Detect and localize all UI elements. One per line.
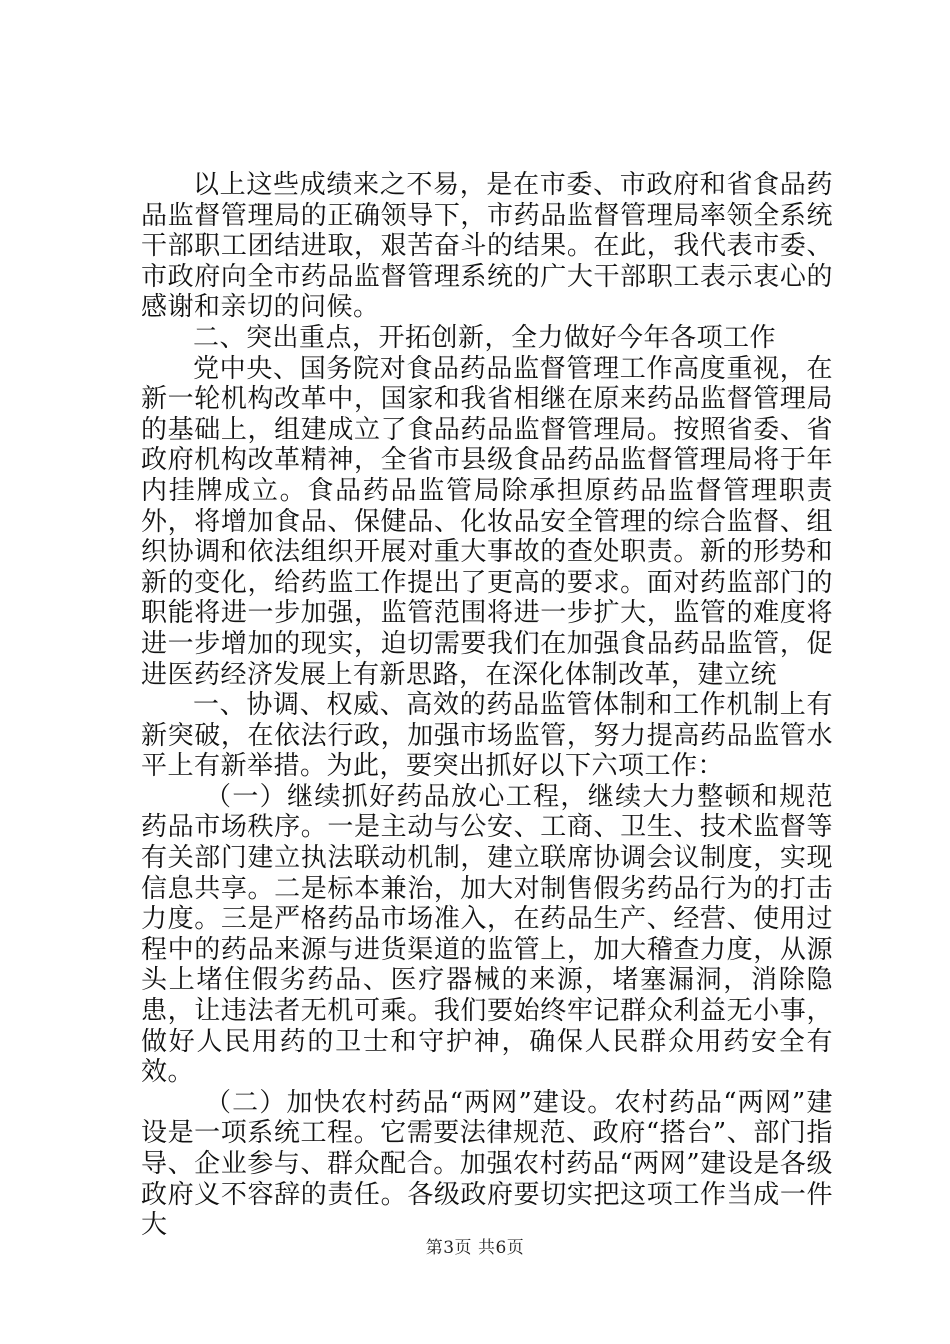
paragraph-item-one: （一）继续抓好药品放心工程，继续大力整顿和规范药品市场秩序。一是主动与公安、工商、卫生、技术监督等有关部门建立执法联动机制，建立联席协调会议制度，实现信息共享。二是标本兼治，加大对制售假劣药品行为的打击力度。三是严格药品市场准入，在药品生产、经营、使用过程中的药品来源与进货渠道的监管上，加大稽查力度，从源头上堵住假劣药品、医疗器械的来源，堵塞漏洞，消除隐患，让违法者无机可乘。我们要始终牢记群众利益无小事，做好人民用药的卫士和守护神，确保人民群众用药安全有效。	[141, 781, 833, 1088]
paragraph-reform: 党中央、国务院对食品药品监督管理工作高度重视，在新一轮机构改革中，国家和我省相继在原来药品监督管理局的基础上，组建成立了食品药品监督管理局。按照省委、省政府机构改革精神，全省市县级食品药品监督管理局将于年内挂牌成立。食品药品监管局除承担原药品监督管理职责外，将增加食品、保健品、化妆品安全管理的综合监督、组织协调和依法组织开展对重大事故的查处职责。新的形势和新的变化，给药监工作提出了更高的要求。面对药监部门的职能将进一步加强，监管范围将进一步扩大，监管的难度将进一步增加的现实，迫切需要我们在加强食品药品监管，促进医药经济发展上有新思路，在深化体制改革，建立统	[141, 353, 833, 690]
section-heading-two: 二、突出重点，开拓创新，全力做好今年各项工作	[193, 322, 777, 353]
paragraph-mechanism: 一、协调、权威、高效的药品监管体制和工作机制上有新突破，在依法行政，加强市场监管，努力提高药品监管水平上有新举措。为此，要突出抓好以下六项工作：	[141, 690, 833, 782]
paragraph-achievements: 以上这些成绩来之不易，是在市委、市政府和省食品药品监督管理局的正确领导下，市药品监督管理局率领全系统干部职工团结进取，艰苦奋斗的结果。在此，我代表市委、市政府向全市药品监督管理系统的广大干部职工表示衷心的感谢和亲切的问候。	[141, 170, 833, 323]
page-number-footer: 第3页 共6页	[425, 1238, 525, 1258]
document-body	[141, 170, 833, 1241]
paragraph-item-two: （二）加快农村药品“两网”建设。农村药品“两网”建设是一项系统工程。它需要法律规范、政府“搭台”、部门指导、企业参与、群众配合。加强农村药品“两网”建设是各级政府义不容辞的责任。各级政府要切实把这项工作当成一件大	[141, 1087, 833, 1241]
